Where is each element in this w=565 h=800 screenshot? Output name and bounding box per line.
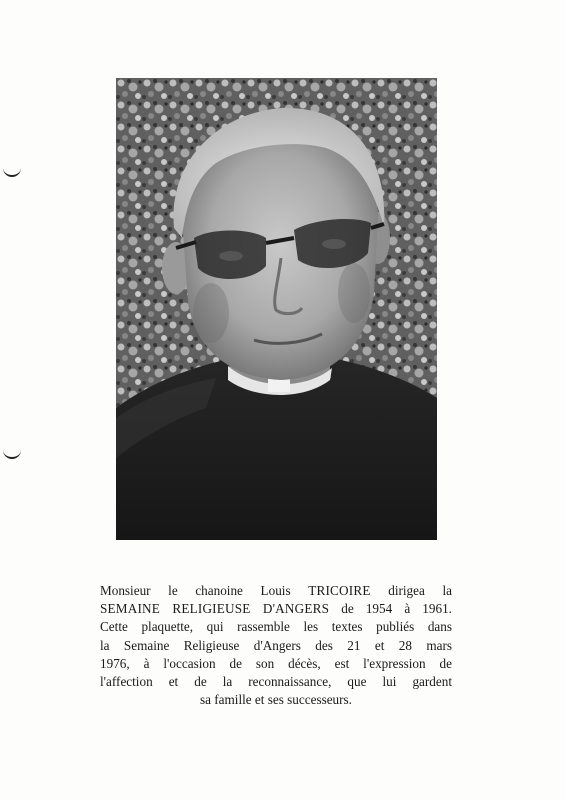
caption-line-3: Cette plaquette, qui rassemble les textes publiés dans bbox=[100, 619, 452, 635]
binding-hole-mark-top bbox=[3, 167, 21, 177]
publication-title: SEMAINE RELIGIEUSE D'ANGERS bbox=[100, 601, 330, 617]
photo-caption bbox=[100, 582, 452, 709]
caption-line-4: la Semaine Religieuse d'Angers des 21 et 28 mars bbox=[100, 637, 452, 653]
caption-line-1 bbox=[100, 582, 452, 600]
portrait-photograph bbox=[116, 78, 437, 540]
binding-hole-mark-bottom bbox=[3, 449, 21, 459]
caption-line-2 bbox=[100, 600, 452, 618]
caption-text: Monsieur le chanoine Louis bbox=[100, 583, 309, 598]
caption-line-7: sa famille et ses successeurs. bbox=[200, 692, 352, 708]
person-name: TRICOIRE bbox=[308, 583, 371, 598]
caption-line-6: l'affection et de la reconnaissance, que lui gardent bbox=[100, 674, 452, 690]
caption-text: de 1954 à 1961. bbox=[329, 601, 452, 617]
caption-text: dirigea la bbox=[370, 583, 452, 598]
caption-line-5: 1976, à l'occasion de son décès, est l'expression de bbox=[100, 655, 452, 671]
